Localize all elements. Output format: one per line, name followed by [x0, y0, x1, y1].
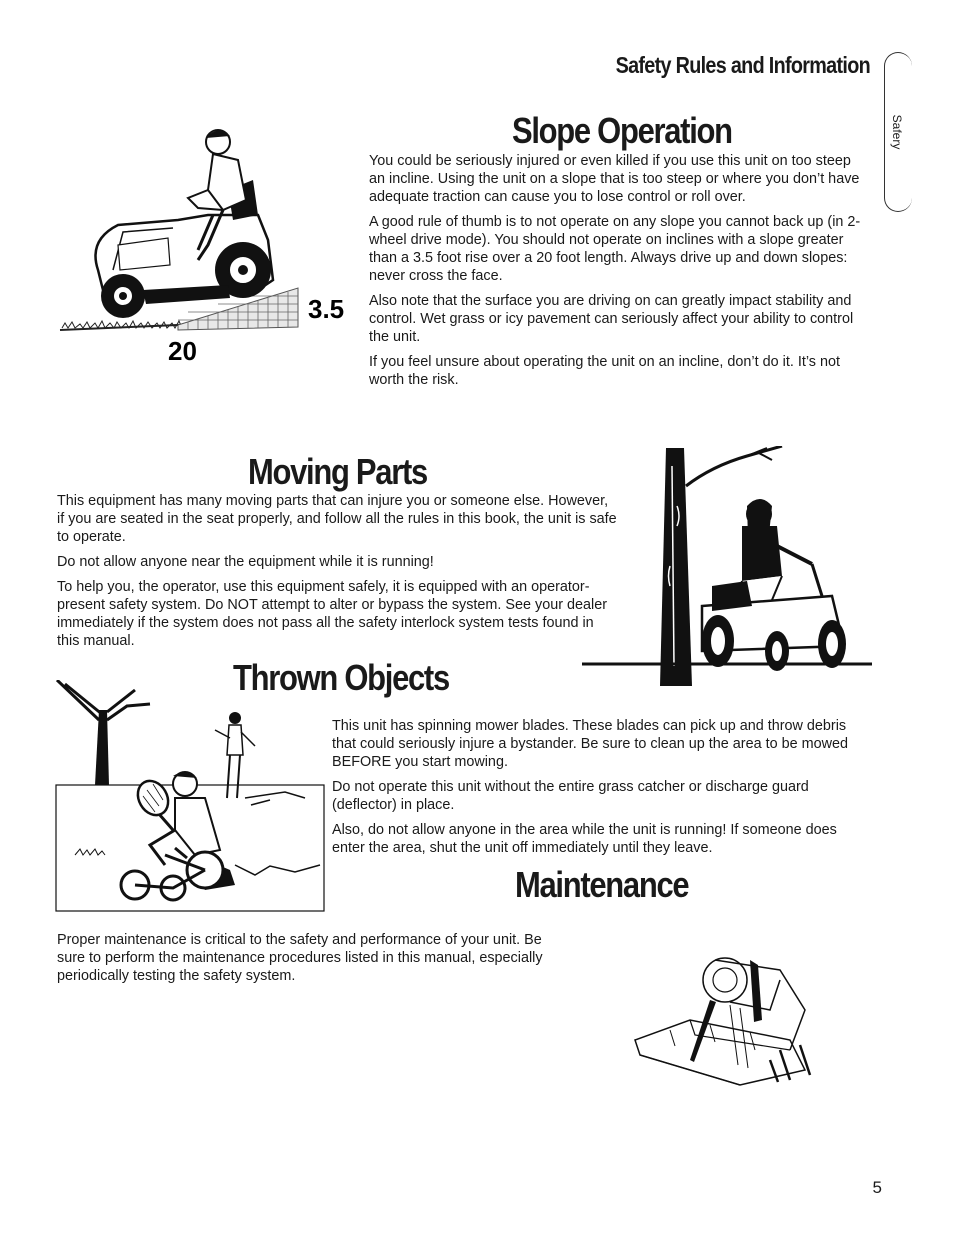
riding-mower-slope-illustration	[58, 120, 358, 370]
moving-paragraph: This equipment has many moving parts that can injure you or someone else. However, if you are seated in the seat properly, and follow all the rules in this book, the unit is safe to operate.	[57, 493, 617, 545]
thrown-paragraph: This unit has spinning mower blades. These blades can pick up and throw debris that could seriously injure a bystander. Be sure to clean up the area to be mowed BEFORE you start mowing.	[332, 718, 848, 770]
bystanders-illustration	[55, 680, 327, 915]
side-tab-label: Safery	[890, 114, 904, 150]
moving-body	[57, 492, 617, 657]
thrown-body	[332, 717, 872, 864]
page-number: 5	[872, 1178, 882, 1197]
maintenance-body	[57, 931, 567, 992]
moving-parts-figure	[582, 446, 872, 696]
maintenance-title: Maintenance	[515, 864, 689, 905]
moving-paragraph: Do not allow anyone near the equipment while it is running!	[57, 554, 434, 570]
maintenance-figure	[630, 950, 830, 1090]
slope-body	[369, 152, 861, 396]
slope-paragraph: If you feel unsure about operating the unit on an incline, don’t do it. It’s not worth the risk.	[369, 354, 840, 388]
slope-rise-label: 3.5	[308, 294, 345, 324]
operator-on-mower-illustration	[582, 446, 872, 696]
maintenance-paragraph: Proper maintenance is critical to the safety and performance of your unit. Be sure to perform the maintenance procedures listed in this manual, especially periodically testing the safety system.	[57, 932, 543, 984]
slope-paragraph: Also note that the surface you are driving on can greatly impact stability and control. Wet grass or icy pavement can seriously affect your ability to control the unit.	[369, 293, 854, 345]
slope-paragraph: A good rule of thumb is to not operate on any slope you cannot back up (in 2-wheel drive mode). You should not operate on inclines with a slope greater than a 3.5 foot rise over a 20 foot length. Always drive up and down slopes: never cross the face.	[369, 214, 861, 284]
slope-paragraph: You could be seriously injured or even killed if you use this unit on too steep an incline. Using the unit on a slope that is too steep or where you don’t have adequate traction can cause you to lose control or roll over.	[369, 153, 860, 205]
moving-paragraph: To help you, the operator, use this equipment safely, it is equipped with an operator-present safety system. Do NOT attempt to alter or bypass the system. See your dealer immediately if the system does not pass all the safety interlock system tests found in this manual.	[57, 579, 608, 649]
thrown-paragraph: Do not operate this unit without the entire grass catcher or discharge guard (deflector) in place.	[332, 779, 809, 813]
side-tab	[884, 52, 912, 212]
thrown-paragraph: Also, do not allow anyone in the area while the unit is running! If someone does enter the area, shut the unit off immediately until they leave.	[332, 822, 837, 856]
slope-title: Slope Operation	[512, 110, 732, 151]
running-title: Safety Rules and Information	[615, 52, 870, 78]
thrown-title: Thrown Objects	[233, 657, 449, 698]
slope-figure	[58, 120, 358, 370]
slope-length-label: 20	[168, 336, 197, 366]
thrown-objects-figure	[55, 680, 327, 915]
moving-title: Moving Parts	[248, 451, 427, 492]
tiller-attachment-illustration	[630, 950, 830, 1090]
